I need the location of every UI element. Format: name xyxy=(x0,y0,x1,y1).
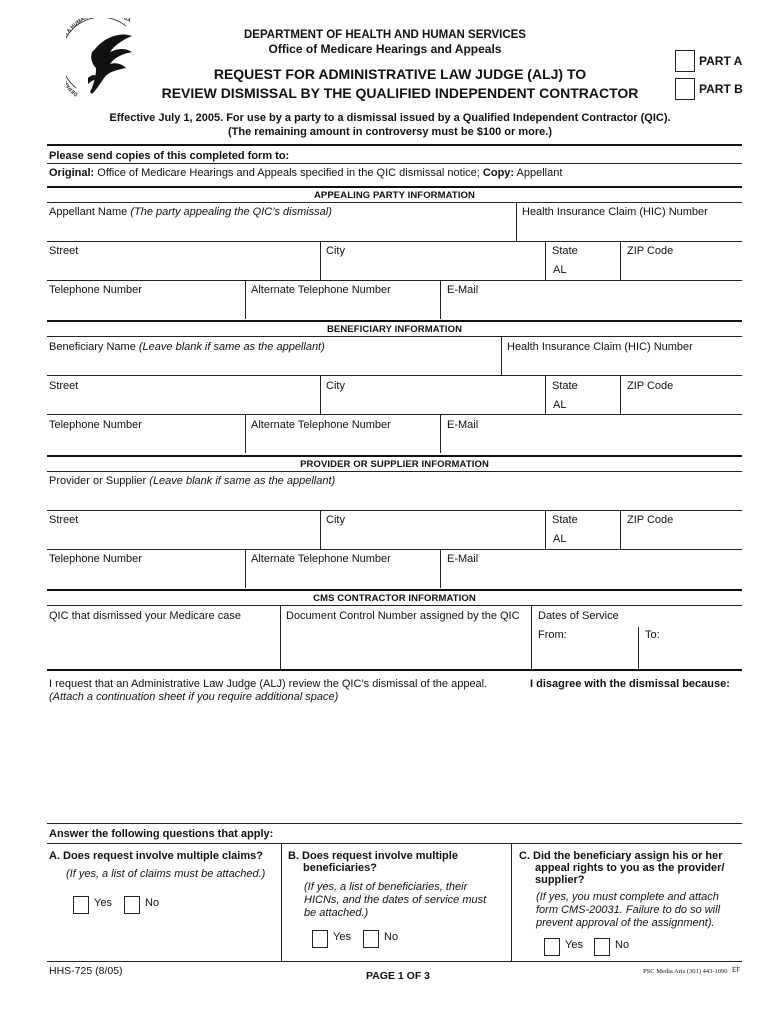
question-a-yes-label: Yes xyxy=(94,897,112,909)
question-c-title-2: appeal rights to you as the provider/ xyxy=(535,862,725,874)
appellant-phone-field[interactable]: Telephone Number xyxy=(49,284,142,296)
form-id: HHS-725 (8/05) xyxy=(49,965,123,977)
question-a-hint: (If yes, a list of claims must be attached.) xyxy=(66,868,266,880)
form-title-line1: REQUEST FOR ADMINISTRATIVE LAW JUDGE (ALJ) TO xyxy=(213,66,587,82)
part-b-label: PART B xyxy=(699,82,743,96)
provider-phone-field[interactable]: Telephone Number xyxy=(49,553,142,565)
provider-name-label: Provider or Supplier xyxy=(49,475,147,487)
beneficiary-name-hint: (Leave blank if same as the appellant) xyxy=(138,341,325,353)
question-a-no-label: No xyxy=(145,897,160,909)
provider-state-value[interactable]: AL xyxy=(553,533,567,545)
question-c-yes-checkbox[interactable] xyxy=(544,938,560,956)
question-b-hint-1: (If yes, a list of beneficiaries, their xyxy=(304,881,468,893)
question-b-yes-label: Yes xyxy=(333,931,351,943)
provider-email-field[interactable]: E-Mail xyxy=(447,553,479,565)
send-copies-heading: Please send copies of this completed form to: xyxy=(49,150,290,162)
question-c-hint-2: form CMS-20031. Failure to do so will xyxy=(536,904,721,916)
beneficiary-phone-field[interactable]: Telephone Number xyxy=(49,419,142,431)
appellant-state-label: State xyxy=(552,245,578,257)
provider-name-field[interactable] xyxy=(49,475,335,487)
appellant-hic-field[interactable]: Health Insurance Claim (HIC) Number xyxy=(522,206,708,218)
cms-section-title: CMS CONTRACTOR INFORMATION xyxy=(313,593,476,604)
provider-section-title: PROVIDER OR SUPPLIER INFORMATION xyxy=(300,459,489,470)
beneficiary-name-label: Beneficiary Name xyxy=(49,341,136,353)
request-statement: I request that an Administrative Law Judge (ALJ) review the QIC’s dismissal of the appeal. xyxy=(49,678,488,690)
question-a-yes-checkbox[interactable] xyxy=(73,896,89,914)
beneficiary-alt-phone-field[interactable]: Alternate Telephone Number xyxy=(251,419,391,431)
beneficiary-zip-field[interactable]: ZIP Code xyxy=(627,380,674,392)
question-c-title-3: supplier? xyxy=(535,874,585,886)
effective-notice: Effective July 1, 2005. For use by a party to a dismissal issued by a Qualified Independent Contractor (QIC). xyxy=(109,112,671,124)
copy-text: Appellant xyxy=(516,167,563,179)
seal-text: DEP & HUMA SA xyxy=(66,18,132,98)
question-c-title-1: C. Did the beneficiary assign his or her xyxy=(519,850,723,862)
questions-heading: Answer the following questions that apply: xyxy=(49,828,274,840)
appellant-state-value[interactable]: AL xyxy=(553,264,567,276)
appellant-name-label: Appellant Name xyxy=(49,206,128,218)
form-title-line2: REVIEW DISMISSAL BY THE QUALIFIED INDEPENDENT CONTRACTOR xyxy=(161,85,639,101)
question-c-no-checkbox[interactable] xyxy=(594,938,610,956)
beneficiary-section-title: BENEFICIARY INFORMATION xyxy=(326,324,463,335)
question-c-no-label: No xyxy=(615,939,630,951)
provider-city-field[interactable]: City xyxy=(326,514,345,526)
appellant-alt-phone-field[interactable]: Alternate Telephone Number xyxy=(251,284,391,296)
appealing-party-section-title: APPEALING PARTY INFORMATION xyxy=(313,190,476,201)
provider-alt-phone-field[interactable]: Alternate Telephone Number xyxy=(251,553,391,565)
question-a-no-checkbox[interactable] xyxy=(124,896,140,914)
copy-label: Copy: xyxy=(482,167,515,179)
question-b-title-1: B. Does request involve multiple xyxy=(288,850,458,862)
part-b-checkbox[interactable] xyxy=(675,78,695,100)
provider-name-hint: (Leave blank if same as the appellant) xyxy=(149,475,336,487)
beneficiary-email-field[interactable]: E-Mail xyxy=(447,419,479,431)
beneficiary-hic-field[interactable]: Health Insurance Claim (HIC) Number xyxy=(507,341,693,353)
disagree-heading: I disagree with the dismissal because: xyxy=(530,678,730,690)
beneficiary-city-field[interactable]: City xyxy=(326,380,345,392)
provider-zip-field[interactable]: ZIP Code xyxy=(627,514,674,526)
beneficiary-state-label: State xyxy=(552,380,578,392)
question-b-no-checkbox[interactable] xyxy=(363,930,379,948)
question-c-hint-1: (If yes, you must complete and attach xyxy=(536,891,719,903)
original-text: Office of Medicare Hearings and Appeals specified in the QIC dismissal notice; xyxy=(97,167,480,179)
appellant-zip-field[interactable]: ZIP Code xyxy=(627,245,674,257)
question-b-yes-checkbox[interactable] xyxy=(312,930,328,948)
part-a-label: PART A xyxy=(699,54,743,68)
date-to-field[interactable]: To: xyxy=(645,629,660,641)
question-c-yes-label: Yes xyxy=(565,939,583,951)
ef-mark: EF xyxy=(732,966,741,974)
question-b-no-label: No xyxy=(384,931,399,943)
office-name: Office of Medicare Hearings and Appeals xyxy=(268,42,502,56)
appellant-city-field[interactable]: City xyxy=(326,245,345,257)
question-b-hint-3: be attached.) xyxy=(304,907,369,919)
beneficiary-name-field[interactable] xyxy=(49,341,325,353)
question-b-title-2: beneficiaries? xyxy=(303,862,377,874)
document-control-number-field[interactable]: Document Control Number assigned by the QIC xyxy=(286,610,520,622)
question-a-title: A. Does request involve multiple claims? xyxy=(49,850,263,862)
question-c-hint-3: prevent approval of the assignment). xyxy=(536,917,715,929)
disagree-reason-textarea[interactable] xyxy=(47,706,742,820)
send-original-line xyxy=(49,167,562,179)
continuation-note: (Attach a continuation sheet if you require additional space) xyxy=(49,691,339,703)
qic-field[interactable]: QIC that dismissed your Medicare case xyxy=(49,610,241,622)
part-a-checkbox[interactable] xyxy=(675,50,695,72)
original-label: Original: xyxy=(49,167,95,179)
printer-credit: PSC Media Arts (301) 443-1090 xyxy=(643,968,728,975)
appellant-name-hint: (The party appealing the QIC’s dismissal) xyxy=(130,206,332,218)
appellant-name-field[interactable] xyxy=(49,206,332,218)
amount-notice: (The remaining amount in controversy must be $100 or more.) xyxy=(228,126,552,138)
beneficiary-street-field[interactable]: Street xyxy=(49,380,79,392)
question-b-hint-2: HICNs, and the dates of service must xyxy=(304,894,487,906)
appellant-street-field[interactable]: Street xyxy=(49,245,79,257)
provider-state-label: State xyxy=(552,514,578,526)
beneficiary-state-value[interactable]: AL xyxy=(553,399,567,411)
dates-of-service-label: Dates of Service xyxy=(538,610,619,622)
department-name: DEPARTMENT OF HEALTH AND HUMAN SERVICES xyxy=(244,29,526,41)
provider-street-field[interactable]: Street xyxy=(49,514,79,526)
appellant-email-field[interactable]: E-Mail xyxy=(447,284,479,296)
date-from-field[interactable]: From: xyxy=(538,629,567,641)
page-indicator: PAGE 1 OF 3 xyxy=(366,970,430,982)
